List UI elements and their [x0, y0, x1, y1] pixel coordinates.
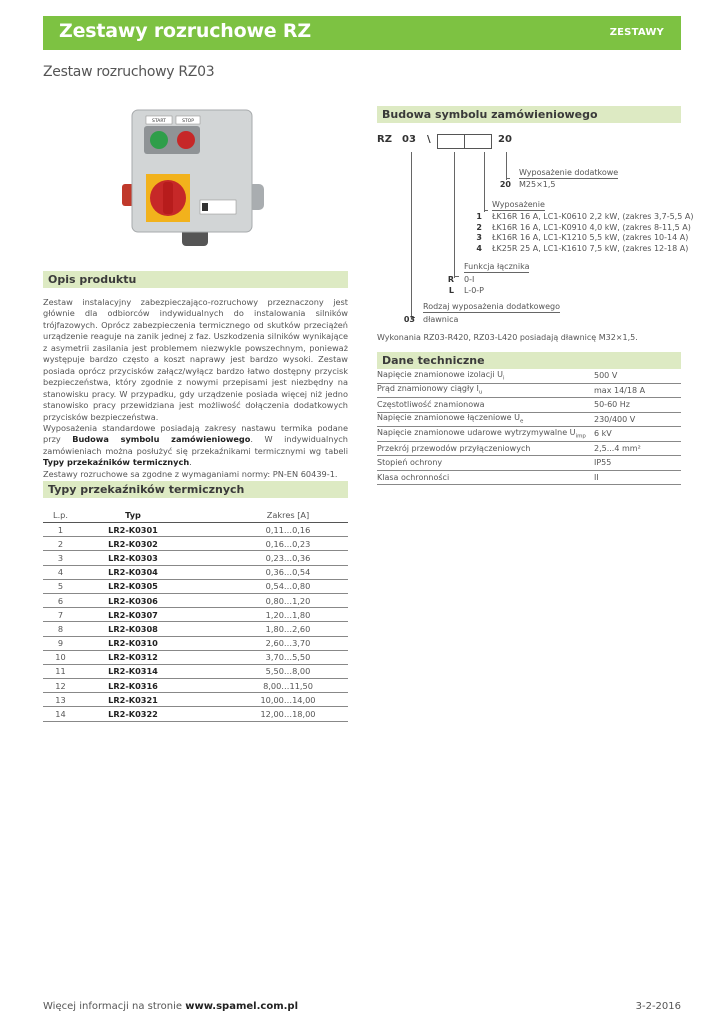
- column-header: Zakres [A]: [188, 508, 348, 523]
- table-cell: LR2-K0302: [78, 537, 188, 551]
- table-cell: 6: [43, 593, 78, 607]
- table-cell: LR2-K0321: [78, 693, 188, 707]
- tech-value: 50-60 Hz: [594, 398, 681, 413]
- table-cell: LR2-K0303: [78, 551, 188, 565]
- order-code: [377, 134, 512, 151]
- option-text: ŁK16R 16 A, LC1-K0910 4,0 kW, (zakres 8-11,5 A): [492, 222, 691, 232]
- table-cell: LR2-K0304: [78, 565, 188, 579]
- table-cell: 0,54…0,80: [188, 579, 348, 593]
- start-button-icon: [150, 131, 168, 149]
- table-row: [43, 679, 348, 693]
- tech-label: Klasa ochronności: [377, 470, 594, 485]
- code-separator: \: [427, 134, 431, 145]
- code-part-end: 20: [498, 134, 512, 145]
- option-text: dławnica: [423, 315, 459, 324]
- table-cell: 3,70…5,50: [188, 650, 348, 664]
- tech-label: Napięcie znamionowe izolacji $U_i$: [377, 369, 594, 383]
- option-code: 1: [476, 212, 482, 221]
- tech-value: 2,5...4 mm²: [594, 441, 681, 456]
- tech-heading: Dane techniczne: [377, 352, 681, 369]
- code-field-divider: [464, 134, 465, 149]
- description-paragraph: Wyposażenia standardowe posiadają zakresy nastawu termika podane przy Budowa symbolu zamówieniowego. W indywidualnych zamówieniach można posłużyć się przekaźnikami termicznymi wg tabeli Typy przekaźników termicznych.: [43, 422, 348, 468]
- table-cell: 13: [43, 693, 78, 707]
- table-cell: 7: [43, 608, 78, 622]
- table-cell: LR2-K0306: [78, 593, 188, 607]
- tech-table: [377, 369, 681, 485]
- group-title: Wyposażenie dodatkowe: [519, 168, 618, 179]
- option-code: L: [448, 285, 454, 295]
- table-row: [43, 650, 348, 664]
- svg-text:START: START: [152, 119, 166, 124]
- tech-value: max 14/18 A: [594, 383, 681, 398]
- table-cell: LR2-K0312: [78, 650, 188, 664]
- table-cell: 12,00…18,00: [188, 707, 348, 721]
- table-cell: LR2-K0314: [78, 664, 188, 678]
- tech-row: [377, 470, 681, 485]
- table-header-row: [43, 508, 348, 523]
- table-row: [43, 565, 348, 579]
- description-paragraph: Zestawy rozruchowe sa zgodne z wymaganiami normy: PN-EN 60439-1.: [43, 468, 338, 479]
- option-code: 20: [499, 180, 511, 189]
- product-image: [112, 104, 270, 252]
- description-text: [43, 297, 348, 480]
- page-title: Zestawy rozruchowe RZ: [59, 20, 311, 42]
- table-cell: 9: [43, 636, 78, 650]
- symbol-heading: Budowa symbolu zamówieniowego: [377, 106, 681, 123]
- option-text: ŁK16R 16 A, LC1-K1210 5,5 kW, (zakres 10-14 A): [492, 233, 689, 242]
- table-cell: LR2-K0308: [78, 622, 188, 636]
- tech-value: II: [594, 470, 681, 485]
- table-cell: 12: [43, 679, 78, 693]
- tech-value: 500 V: [594, 369, 681, 383]
- tech-row: [377, 456, 681, 471]
- group-title: Funkcja łącznika: [464, 262, 529, 273]
- table-row: [43, 608, 348, 622]
- option-code: 03: [403, 315, 415, 324]
- table-cell: LR2-K0310: [78, 636, 188, 650]
- page-header: [43, 16, 681, 50]
- table-cell: 2: [43, 537, 78, 551]
- group-title: Wyposażenie: [492, 200, 545, 211]
- relays-table: [43, 508, 348, 722]
- product-subtitle: Zestaw rozruchowy RZ03: [43, 64, 215, 80]
- tech-row: [377, 412, 681, 427]
- tech-row: [377, 441, 681, 456]
- relays-heading: Typy przekaźników termicznych: [43, 481, 348, 498]
- table-cell: 0,36…0,54: [188, 565, 348, 579]
- option-code: R: [447, 275, 454, 284]
- tech-value: 230/400 V: [594, 412, 681, 427]
- option-code: 3: [476, 233, 482, 242]
- tech-value: IP55: [594, 456, 681, 471]
- table-row: [43, 579, 348, 593]
- table-row: [43, 664, 348, 678]
- table-cell: 2,60…3,70: [188, 636, 348, 650]
- table-cell: 1,80…2,60: [188, 622, 348, 636]
- option-text: 0-I: [464, 275, 475, 284]
- tech-label: Prąd znamionowy ciągły $I_u$: [377, 383, 594, 398]
- table-cell: 5,50…8,00: [188, 664, 348, 678]
- table-cell: 3: [43, 551, 78, 565]
- option-text: ŁK16R 16 A, LC1-K0610 2,2 kW, (zakres 3,7-5,5 A): [492, 212, 694, 221]
- table-cell: 0,16…0,23: [188, 537, 348, 551]
- table-row: [43, 622, 348, 636]
- table-row: [43, 551, 348, 565]
- table-cell: 0,11…0,16: [188, 523, 348, 537]
- tech-label: Częstotliwość znamionowa: [377, 398, 594, 413]
- option-code: 4: [476, 243, 482, 253]
- description-heading: Opis produktu: [43, 271, 348, 288]
- table-cell: 0,23…0,36: [188, 551, 348, 565]
- table-cell: LR2-K0316: [78, 679, 188, 693]
- table-cell: 1,20…1,80: [188, 608, 348, 622]
- tech-value: 6 kV: [594, 427, 681, 442]
- group-title: Rodzaj wyposażenia dodatkowego: [423, 302, 560, 313]
- tech-label: Stopień ochrony: [377, 456, 594, 471]
- table-cell: 14: [43, 707, 78, 721]
- description-paragraph: Zestaw instalacyjny zabezpieczająco-rozruchowy przeznaczony jest głównie dla odbiorców indywidualnych do instalowania silników trójfazowych. Oprócz zabezpieczenia termicznego od skutków przeciążeń urządzenie reaguje na zanik jednej z faz. Uszkodzenia silników wynikające z asymetrii zasilania jest problemem niezwykle powszechnym, ponieważ występuje bardzo często a koszt naprawy jest bardzo wysoki. Zestaw posiada oprócz przycisków załącz/wyłącz bardzo łatwo dostępny przycisk bezpieczeństwa, który zgodnie z nowymi przepisami jest niezbędny na stanowisku pracy. W przypadku, gdy urządzenie posiada więcej niż jedno stanowisko pracy przewidziana jest możliwość dołączenia dodatkowych przycisków bezpieczeństwa.: [43, 297, 348, 422]
- footer-info: Więcej informacji na stronie www.spamel.com.pl: [43, 1001, 298, 1012]
- tech-label: Napięcie znamionowe udarowe wytrzymywalne $U_{imp}$: [377, 427, 594, 442]
- table-cell: 10,00…14,00: [188, 693, 348, 707]
- variant-note: Wykonania RZ03-R420, RZ03-L420 posiadają dławnicę M32×1,5.: [377, 333, 638, 342]
- code-part1: 03: [402, 134, 416, 145]
- svg-text:STOP: STOP: [182, 119, 194, 124]
- table-cell: LR2-K0307: [78, 608, 188, 622]
- tech-label: Napięcie znamionowe łączeniowe $U_e$: [377, 412, 594, 427]
- table-cell: LR2-K0301: [78, 523, 188, 537]
- table-row: [43, 636, 348, 650]
- tech-row: [377, 369, 681, 383]
- footer-date: 3-2-2016: [635, 1001, 681, 1012]
- tech-row: [377, 427, 681, 442]
- table-cell: 1: [43, 523, 78, 537]
- tech-row: [377, 398, 681, 413]
- table-cell: 0,80…1,20: [188, 593, 348, 607]
- website-link[interactable]: www.spamel.com.pl: [185, 1001, 298, 1012]
- option-code: 2: [476, 222, 482, 232]
- category-badge: ZESTAWY: [609, 27, 664, 38]
- table-cell: 4: [43, 565, 78, 579]
- option-text: M25×1,5: [519, 180, 556, 189]
- option-text: L-0-P: [464, 285, 485, 295]
- table-cell: LR2-K0305: [78, 579, 188, 593]
- table-cell: 8,00…11,50: [188, 679, 348, 693]
- table-row: [43, 593, 348, 607]
- code-prefix: RZ: [377, 134, 392, 145]
- table-cell: 11: [43, 664, 78, 678]
- table-row: [43, 693, 348, 707]
- tech-row: [377, 383, 681, 398]
- stop-button-icon: [177, 131, 195, 149]
- column-header: L.p.: [43, 508, 78, 523]
- table-row: [43, 523, 348, 537]
- table-cell: 5: [43, 579, 78, 593]
- table-cell: LR2-K0322: [78, 707, 188, 721]
- tech-label: Przekrój przewodów przyłączeniowych: [377, 441, 594, 456]
- table-row: [43, 707, 348, 721]
- table-cell: 10: [43, 650, 78, 664]
- table-row: [43, 537, 348, 551]
- table-cell: 8: [43, 622, 78, 636]
- option-text: ŁK25R 25 A, LC1-K1610 7,5 kW, (zakres 12-18 A): [492, 243, 689, 253]
- column-header: Typ: [78, 508, 188, 523]
